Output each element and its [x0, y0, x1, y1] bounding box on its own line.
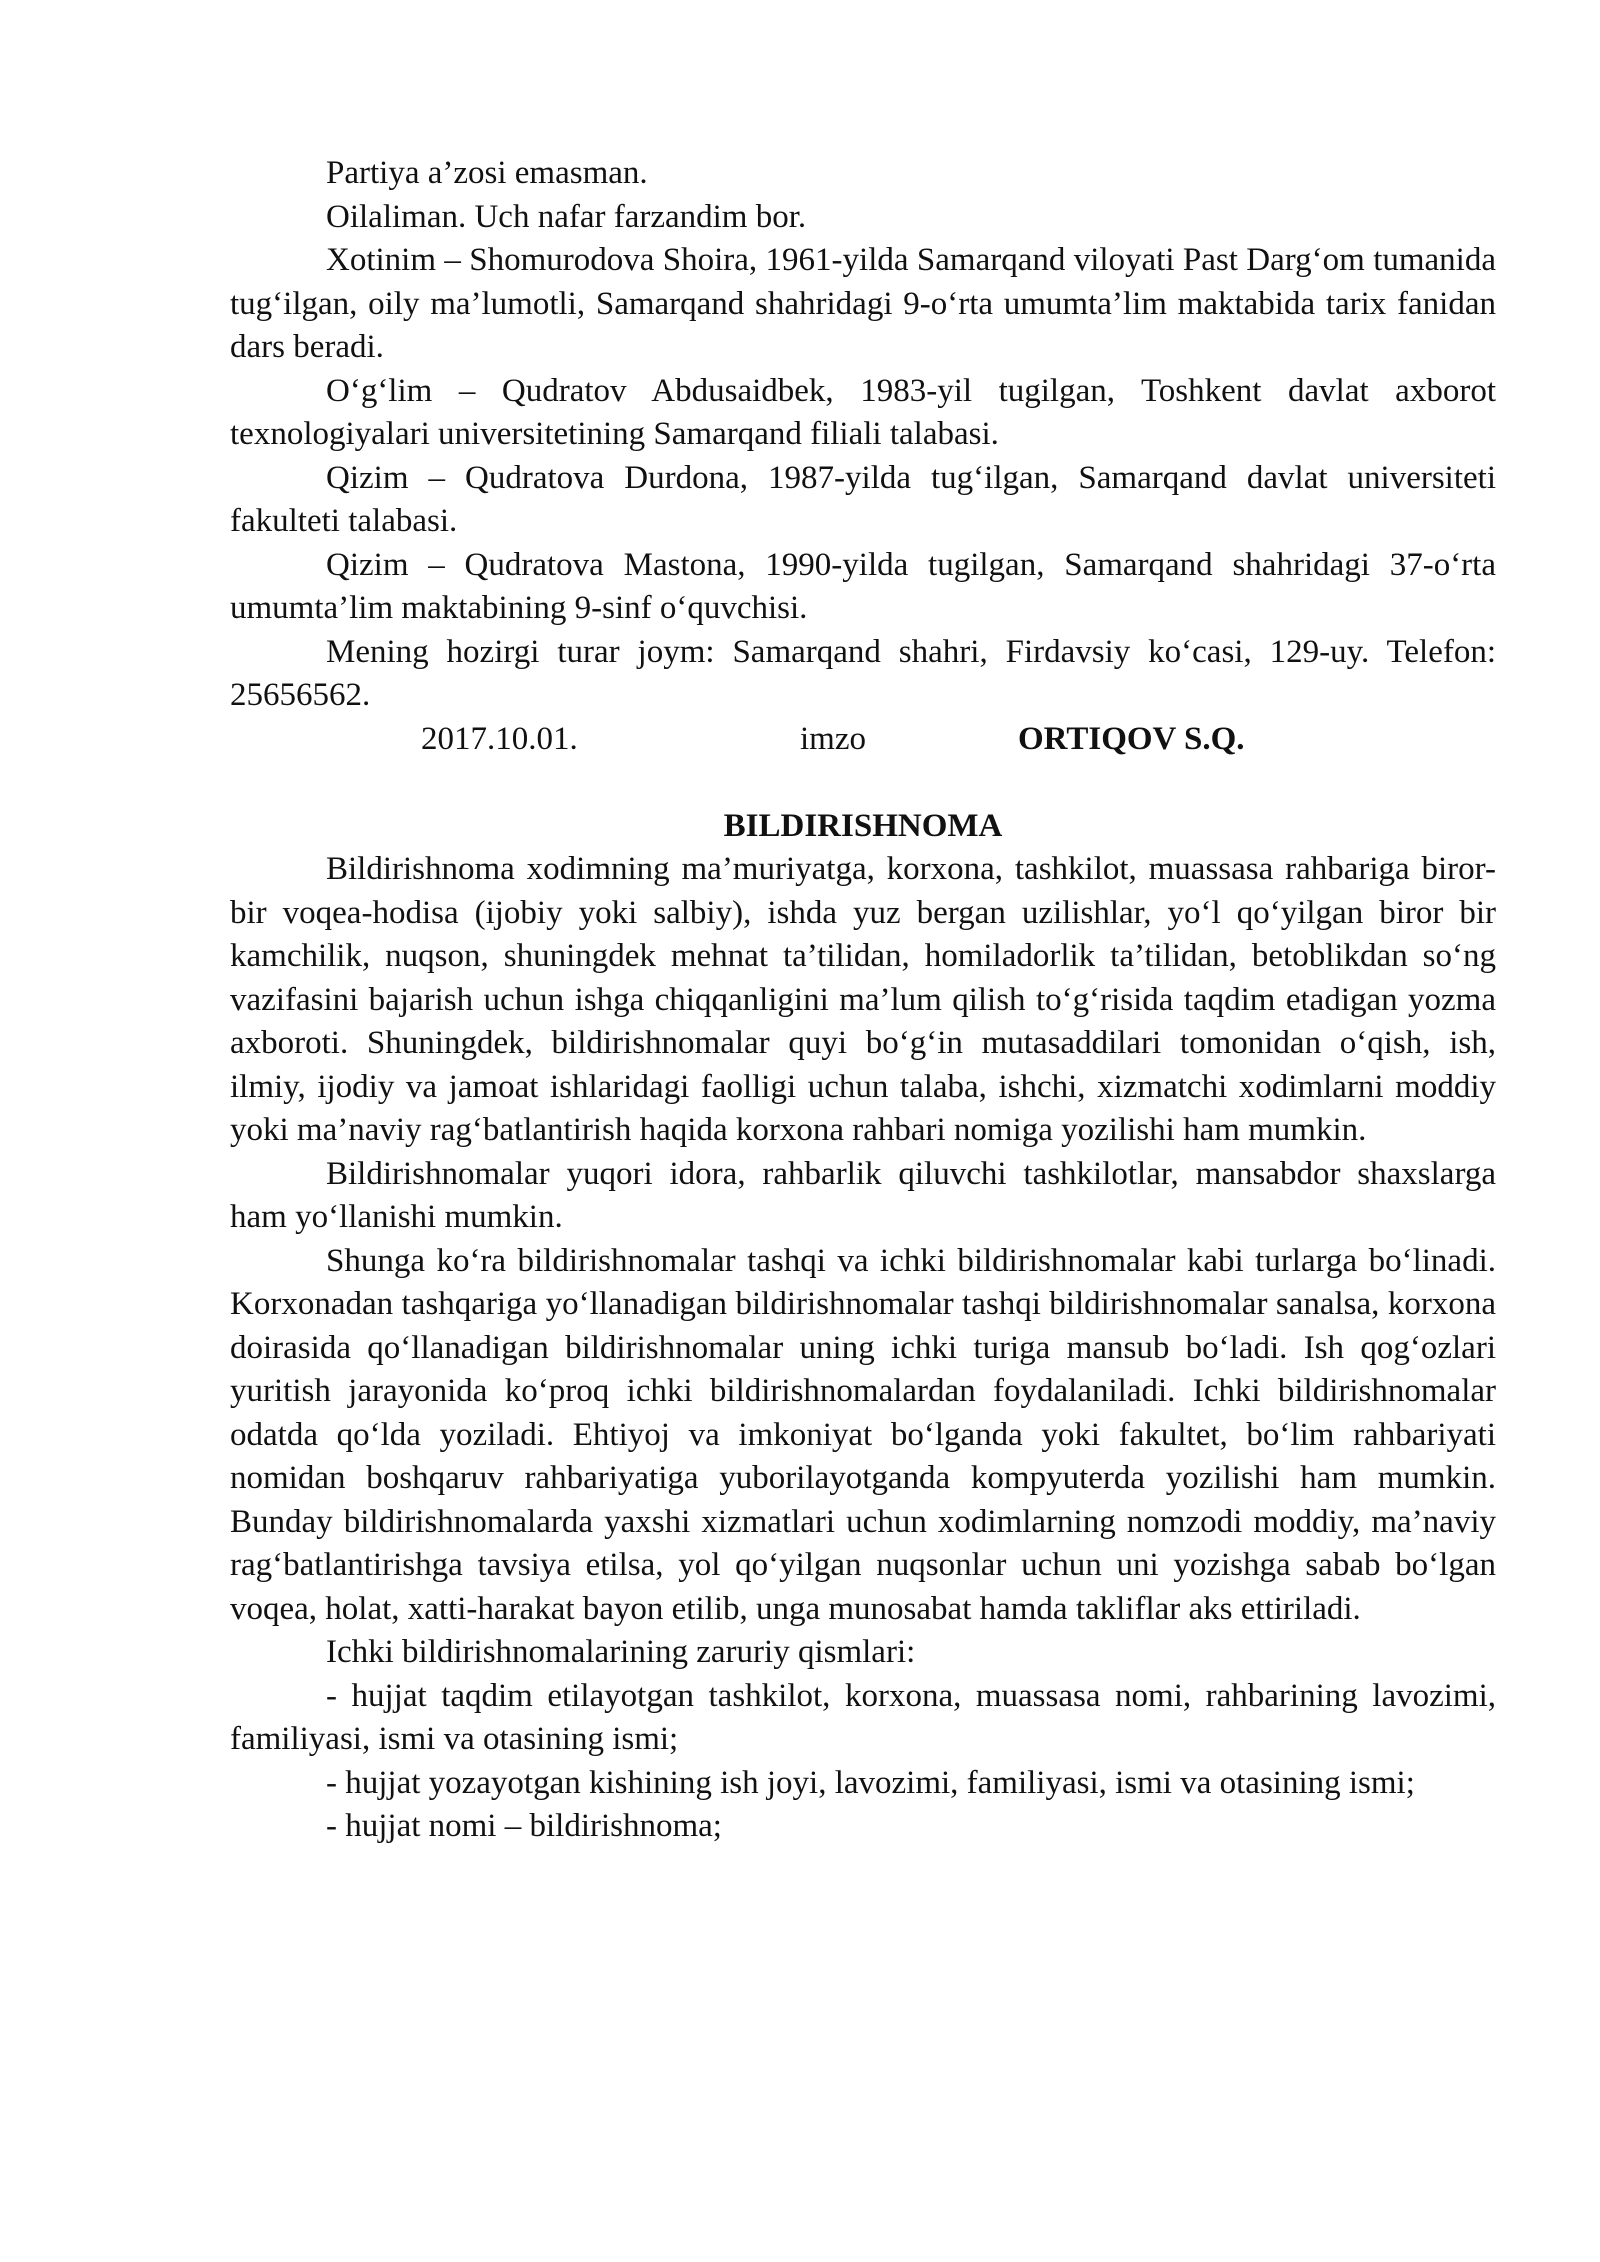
section-paragraph-1: Bildirishnoma xodimning ma’muriyatga, korxona, tashkilot, muassasa rahbariga biror-bir voqea-hodisa (ijobiy yoki salbiy), ishda yuz bergan uzilishlar, yo‘l qo‘yilgan biror bir kamchilik, nuqson, shuningdek mehnat ta’tilidan, homiladorlik ta’tilidan, betoblikdan so‘ng vazifasini bajarish uchun ishga chiqqanligini ma’lum qilish to‘g‘risida taqdim etadigan yozma axboroti. Shuningdek, bildirishnomalar quyi bo‘g‘in mutasaddilari tomonidan o‘qish, ish, ilmiy, ijodiy va jamoat ishlaridagi faolligi uchun talaba, ishchi, xizmatchi xodimlarni moddiy yoki ma’naviy rag‘batlantirish haqida korxona rahbari nomiga yozilishi ham mumkin.: [230, 851, 1496, 1148]
intro-family: Oilaliman. Uch nafar farzandim bor.: [326, 198, 807, 235]
section-paragraph-3: Shunga ko‘ra bildirishnomalar tashqi va ichki bildirishnomalar kabi turlarga bo‘linadi. Korxonadan tashqariga yo‘llanadigan bildirishnomalar tashqi bildirishnomalar sanalsa, korxona doirasida qo‘llanadigan bildirishnomalar uning ichki turiga mansub bo‘ladi. Ish qog‘ozlari yuritish jarayonida ko‘proq ichki bildirishnomalardan foydalaniladi. Ichki bildirishnomalar odatda qo‘lda yoziladi. Ehtiyoj va imkoniyat bo‘lganda yoki fakultet, bo‘lim rahbariyati nomidan boshqaruv rahbariyatiga yuborilayotganda kompyuterda yozilishi ham mumkin. Bunday bildirishnomalarda yaxshi xizmatlari uchun xodimlarning nomzodi moddiy, ma’naviy rag‘batlantirishga tavsiya etilsa, yol qo‘yilgan nuqsonlar uchun uni yozishga sabab bo‘lgan voqea, holat, xatti-harakat bayon etilib, unga munosabat hamda takliflar aks ettiriladi.: [230, 1242, 1496, 1627]
signature-name: ORTIQOV S.Q.: [1018, 720, 1245, 757]
parts-item-2: - hujjat yozayotgan kishining ish joyi, lavozimi, familiyasi, ismi va otasining ismi;: [326, 1764, 1415, 1801]
parts-heading: Ichki bildirishnomalarining zaruriy qismlari:: [326, 1634, 916, 1670]
parts-item-3: - hujjat nomi – bildirishnoma;: [326, 1808, 722, 1844]
section-paragraph-2: Bildirishnomalar yuqori idora, rahbarlik qiluvchi tashkilotlar, mansabdor shaxslarga ham yo‘llanishi mumkin.: [230, 1155, 1496, 1235]
intro-address: Mening hozirgi turar joym: Samarqand shahri, Firdavsiy ko‘casi, 129-uy. Telefon: 25656562.: [230, 633, 1496, 713]
parts-item-1: - hujjat taqdim etilayotgan tashkilot, korxona, muassasa nomi, rahbarining lavozimi, familiyasi, ismi va otasining ismi;: [230, 1677, 1496, 1757]
signature-line: [230, 718, 1496, 762]
signature-imzo: imzo: [800, 720, 866, 757]
intro-son: O‘g‘lim – Qudratov Abdusaidbek, 1983-yil tugilgan, Toshkent davlat axborot texnologiyalari universitetining Samarqand filiali talabasi.: [230, 372, 1496, 452]
section-title: BILDIRISHNOMA: [723, 807, 1003, 844]
signature-date: 2017.10.01.: [421, 720, 578, 757]
intro-daughter-2: Qizim – Qudratova Mastona, 1990-yilda tugilgan, Samarqand shahridagi 37-o‘rta umumta’lim maktabining 9-sinf o‘quvchisi.: [230, 546, 1496, 626]
intro-wife: Xotinim – Shomurodova Shoira, 1961-yilda Samarqand viloyati Past Darg‘om tumanida tug‘ilgan, oily ma’lumotli, Samarqand shahridagi 9-o‘rta umumta’lim maktabida tarix fanidan dars beradi.: [230, 242, 1496, 365]
document-page: [230, 152, 1496, 1849]
intro-party: Partiya a’zosi emasman.: [326, 155, 648, 191]
intro-daughter-1: Qizim – Qudratova Durdona, 1987-yilda tug‘ilgan, Samarqand davlat universiteti fakulteti talabasi.: [230, 459, 1496, 539]
